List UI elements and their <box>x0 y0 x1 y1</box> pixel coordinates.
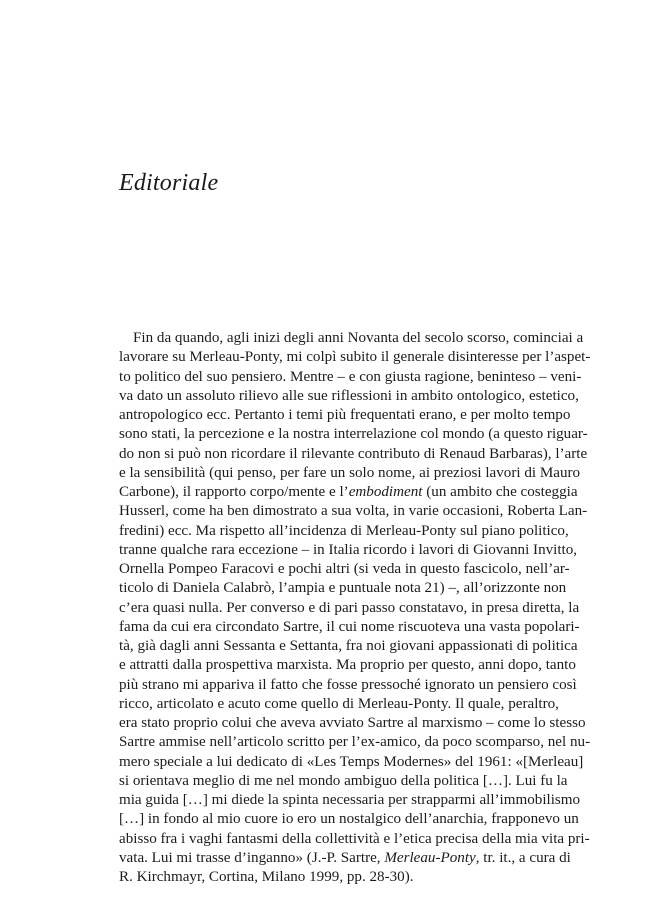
text-line: e la sensibilità (qui penso, per fare un solo nome, ai preziosi lavori di Mauro <box>119 464 581 481</box>
text-segment: Carbone), il rapporto corpo/mente e l’ <box>119 484 349 500</box>
italic-book-title: Merleau-Ponty <box>384 849 476 866</box>
text-line-with-italic <box>119 483 578 502</box>
text-line: fredini) ecc. Ma rispetto all’incidenza di Merleau-Ponty sul piano politico, <box>119 522 569 539</box>
text-segment: (un ambito che costeggia <box>422 484 578 500</box>
text-line: Sartre ammise nell’articolo scritto per l’ex-amico, da poco scomparso, nel nu- <box>119 734 591 751</box>
text-line: mero speciale a lui dedicato di «Les Temps Modernes» del 1961: «[Merleau] <box>119 753 584 770</box>
text-line: Fin da quando, agli inizi degli anni Novanta del secolo scorso, cominciai a <box>133 330 584 346</box>
text-line: si orientava meglio di me nel mondo ambiguo della politica […]. Lui fu la <box>119 772 568 789</box>
text-line: Ornella Pompeo Faracovi e pochi altri (si veda in questo fascicolo, nell’ar- <box>119 561 570 577</box>
text-line: do non si può non ricordare il rilevante contributo di Renaud Barbaras), l’arte <box>119 445 588 462</box>
text-line: mia guida […] mi diede la spinta necessaria per strapparmi all’immobilismo <box>119 792 581 808</box>
text-line: va dato un assoluto rilievo alle sue riflessioni in ambito ontologico, estetico, <box>119 387 579 404</box>
editorial-paragraph <box>119 329 591 887</box>
text-line: to politico del suo pensiero. Mentre – e con giusta ragione, beninteso – veni- <box>119 368 582 385</box>
italic-term-embodiment: embodiment <box>348 484 423 500</box>
text-line: fama da cui era circondato Sartre, il cui nome riscuoteva una vasta popolari- <box>119 618 580 635</box>
text-line: […] in fondo al mio cuore io ero un nostalgico dell’anarchia, frapponevo un <box>119 811 579 828</box>
text-line: antropologico ecc. Pertanto i temi più frequentati erano, e per molto tempo <box>119 407 571 423</box>
text-line: sono stati, la percezione e la nostra interrelazione col mondo (a questo riguar- <box>119 426 588 443</box>
text-line: abisso fra i vaghi fantasmi della collettività e l’etica precisa della mia vita pri- <box>119 830 590 847</box>
text-line: R. Kirchmayr, Cortina, Milano 1999, pp. 28-30). <box>119 869 414 885</box>
text-line: era stato proprio colui che aveva avviato Sartre al marxismo – come lo stesso <box>119 715 586 731</box>
text-line-with-italic <box>119 849 571 868</box>
text-line: c’era quasi nulla. Per converso e di pari passo constatavo, in presa diretta, la <box>119 599 580 616</box>
text-line: e attratti dalla prospettiva marxista. Ma proprio per questo, anni dopo, tanto <box>119 657 576 674</box>
text-line: più strano mi appariva il fatto che fosse pressoché ignorato un pensiero così <box>119 676 577 693</box>
text-line: tranne qualche rara eccezione – in Italia ricordo i lavori di Giovanni Invitto, <box>119 541 578 558</box>
text-line: tà, già dagli anni Sessanta e Settanta, fra noi giovani appassionati di politica <box>119 638 578 654</box>
text-segment: , tr. it., a cura di <box>475 849 571 866</box>
text-segment: vata. Lui mi trasse d’inganno» (J.-P. Sartre, <box>119 849 385 866</box>
text-line: Husserl, come ha ben dimostrato a sua volta, in varie occasioni, Roberta Lan- <box>119 503 588 520</box>
text-line: ricco, articolato e acuto come quello di Merleau-Ponty. Il quale, peraltro, <box>119 695 559 712</box>
text-line: lavorare su Merleau-Ponty, mi colpì subito il generale disinteresse per l’aspet- <box>119 349 591 366</box>
page-title: Editoriale <box>119 170 219 196</box>
text-line: ticolo di Daniela Calabrò, l’ampia e puntuale nota 21) –, all’orizzonte non <box>119 580 567 597</box>
